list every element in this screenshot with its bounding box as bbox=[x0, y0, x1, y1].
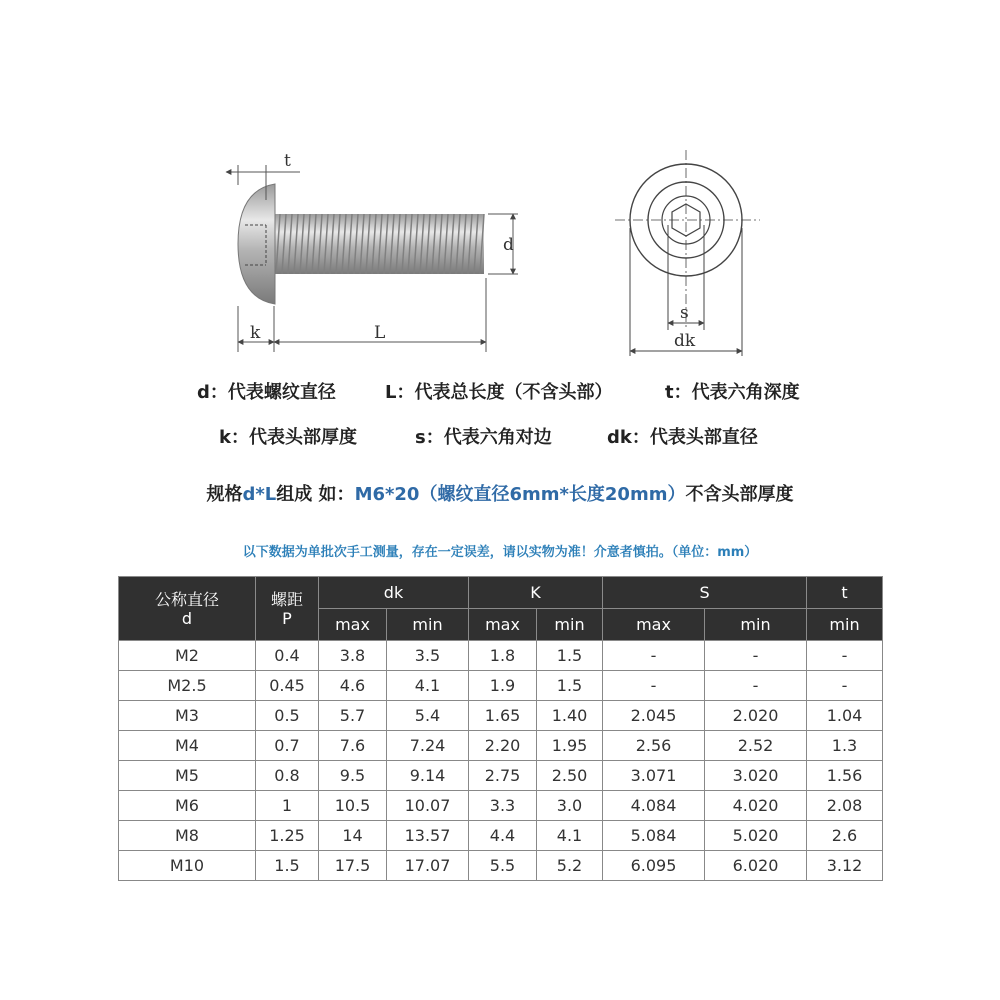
legend-dk: dk：代表头部直径 bbox=[607, 427, 758, 448]
table-cell: 13.57 bbox=[387, 821, 469, 851]
table-cell: 1.5 bbox=[537, 671, 603, 701]
table-cell: M2.5 bbox=[119, 671, 256, 701]
table-cell: 1.56 bbox=[807, 761, 883, 791]
header-K-min: min bbox=[537, 609, 603, 641]
table-cell: 5.084 bbox=[603, 821, 705, 851]
table-cell: 5.4 bbox=[387, 701, 469, 731]
spec-table bbox=[118, 576, 883, 881]
table-cell: 10.07 bbox=[387, 791, 469, 821]
legend-k: k：代表头部厚度 bbox=[219, 427, 357, 448]
table-cell: 3.8 bbox=[319, 641, 387, 671]
table-cell: M6 bbox=[119, 791, 256, 821]
table-cell: 14 bbox=[319, 821, 387, 851]
table-cell: 1.9 bbox=[469, 671, 537, 701]
table-cell: 6.095 bbox=[603, 851, 705, 881]
header-K-max: max bbox=[469, 609, 537, 641]
table-cell: 5.2 bbox=[537, 851, 603, 881]
table-cell: 0.7 bbox=[256, 731, 319, 761]
table-cell: 3.0 bbox=[537, 791, 603, 821]
header-pitch-label: 螺距 bbox=[270, 589, 303, 609]
header-nominal-symbol: d bbox=[181, 608, 193, 628]
table-cell: 1.5 bbox=[256, 851, 319, 881]
bolt-head bbox=[238, 184, 275, 304]
table-cell: 4.6 bbox=[319, 671, 387, 701]
spec-prefix: 规格 bbox=[206, 484, 243, 505]
table-cell: 3.3 bbox=[469, 791, 537, 821]
table-cell: 2.08 bbox=[807, 791, 883, 821]
table-row bbox=[119, 731, 883, 761]
table-cell: 4.4 bbox=[469, 821, 537, 851]
table-cell: 2.75 bbox=[469, 761, 537, 791]
dim-label-dk: dk bbox=[674, 331, 696, 351]
header-nominal-label: 公称直径 bbox=[154, 589, 219, 609]
spec-format-line bbox=[0, 480, 1000, 506]
table-cell: 1 bbox=[256, 791, 319, 821]
dim-label-d: d bbox=[503, 235, 514, 255]
table-cell: 2.020 bbox=[705, 701, 807, 731]
table-cell: M2 bbox=[119, 641, 256, 671]
table-cell: - bbox=[705, 641, 807, 671]
table-cell: M5 bbox=[119, 761, 256, 791]
spec-middle: 组成 如： bbox=[276, 484, 355, 505]
table-cell: 0.5 bbox=[256, 701, 319, 731]
table-cell: 1.40 bbox=[537, 701, 603, 731]
table-cell: 1.3 bbox=[807, 731, 883, 761]
dim-label-L: L bbox=[374, 323, 386, 343]
header-dk-max: max bbox=[319, 609, 387, 641]
header-dk-min: min bbox=[387, 609, 469, 641]
table-cell: - bbox=[603, 641, 705, 671]
header-pitch bbox=[256, 577, 319, 641]
table-cell: 2.20 bbox=[469, 731, 537, 761]
table-cell: 9.5 bbox=[319, 761, 387, 791]
table-cell: 5.5 bbox=[469, 851, 537, 881]
table-cell: 4.1 bbox=[537, 821, 603, 851]
table-cell: 3.5 bbox=[387, 641, 469, 671]
table-cell: 1.95 bbox=[537, 731, 603, 761]
table-cell: 2.50 bbox=[537, 761, 603, 791]
header-t: t bbox=[807, 577, 883, 609]
table-row bbox=[119, 791, 883, 821]
table-cell: 9.14 bbox=[387, 761, 469, 791]
table-cell: 1.5 bbox=[537, 641, 603, 671]
table-row bbox=[119, 851, 883, 881]
table-cell: 2.52 bbox=[705, 731, 807, 761]
table-cell: 7.24 bbox=[387, 731, 469, 761]
table-cell: 3.020 bbox=[705, 761, 807, 791]
table-cell: 4.020 bbox=[705, 791, 807, 821]
table-cell: 0.4 bbox=[256, 641, 319, 671]
table-cell: 7.6 bbox=[319, 731, 387, 761]
table-cell: M8 bbox=[119, 821, 256, 851]
table-cell: 1.8 bbox=[469, 641, 537, 671]
table-cell: 3.12 bbox=[807, 851, 883, 881]
measurement-note: 以下数据为单批次手工测量，存在一定误差，请以实物为准！介意者慎拍。（单位：mm） bbox=[242, 545, 758, 560]
header-pitch-symbol: P bbox=[282, 608, 292, 628]
header-S-min: min bbox=[705, 609, 807, 641]
table-cell: 5.020 bbox=[705, 821, 807, 851]
table-cell: 0.8 bbox=[256, 761, 319, 791]
table-cell: 17.07 bbox=[387, 851, 469, 881]
table-cell: 6.020 bbox=[705, 851, 807, 881]
table-cell: 17.5 bbox=[319, 851, 387, 881]
bolt-side-view bbox=[238, 184, 484, 304]
dim-label-s: s bbox=[680, 303, 689, 323]
bolt-end-view bbox=[615, 150, 760, 356]
spec-example: M6*20（螺纹直径6mm*长度20mm） bbox=[354, 484, 686, 505]
table-row bbox=[119, 761, 883, 791]
header-K: K bbox=[469, 577, 603, 609]
table-row bbox=[119, 701, 883, 731]
header-row-1 bbox=[119, 577, 883, 609]
header-S: S bbox=[603, 577, 807, 609]
header-t-min: min bbox=[807, 609, 883, 641]
table-cell: - bbox=[807, 671, 883, 701]
table-cell: 4.084 bbox=[603, 791, 705, 821]
table-row bbox=[119, 671, 883, 701]
table-cell: 5.7 bbox=[319, 701, 387, 731]
table-cell: 2.56 bbox=[603, 731, 705, 761]
table-cell: - bbox=[807, 641, 883, 671]
bolt-diagram bbox=[0, 0, 1000, 370]
spec-suffix: 不含头部厚度 bbox=[685, 484, 794, 505]
table-cell: M10 bbox=[119, 851, 256, 881]
table-cell: 1.25 bbox=[256, 821, 319, 851]
table-cell: - bbox=[603, 671, 705, 701]
table-cell: 0.45 bbox=[256, 671, 319, 701]
legend-t: t：代表六角深度 bbox=[665, 382, 800, 403]
header-S-max: max bbox=[603, 609, 705, 641]
table-cell: 3.071 bbox=[603, 761, 705, 791]
table-cell: - bbox=[705, 671, 807, 701]
table-cell: 2.6 bbox=[807, 821, 883, 851]
table-cell: M4 bbox=[119, 731, 256, 761]
table-cell: 1.04 bbox=[807, 701, 883, 731]
table-row bbox=[119, 821, 883, 851]
legend-L: L：代表总长度（不含头部） bbox=[385, 382, 613, 403]
dim-label-t: t bbox=[284, 151, 291, 171]
table-cell: 1.65 bbox=[469, 701, 537, 731]
table-cell: 10.5 bbox=[319, 791, 387, 821]
legend-s: s：代表六角对边 bbox=[415, 427, 552, 448]
header-dk: dk bbox=[319, 577, 469, 609]
table-body bbox=[119, 641, 883, 881]
table-row bbox=[119, 641, 883, 671]
dim-label-k: k bbox=[250, 323, 261, 343]
table-cell: 2.045 bbox=[603, 701, 705, 731]
header-nominal-diameter bbox=[119, 577, 256, 641]
spec-formula: d*L bbox=[242, 484, 277, 505]
legend-d: d：代表螺纹直径 bbox=[197, 382, 336, 403]
table-cell: M3 bbox=[119, 701, 256, 731]
table-cell: 4.1 bbox=[387, 671, 469, 701]
